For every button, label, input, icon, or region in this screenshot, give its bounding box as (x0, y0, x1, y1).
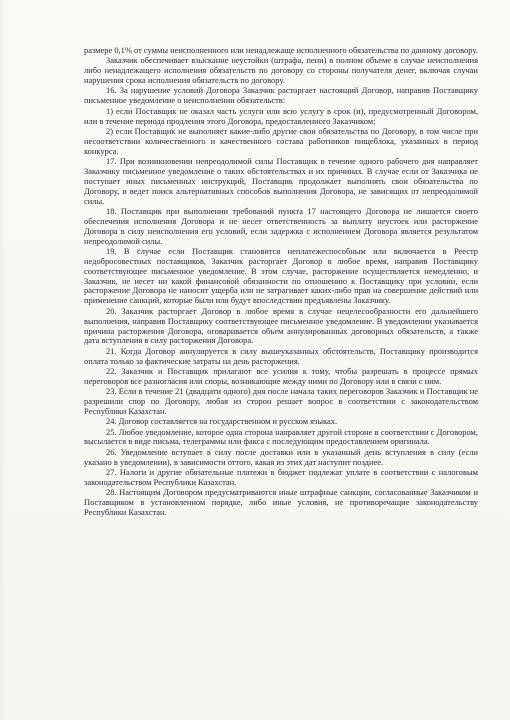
contract-paragraph-continuation: размере 0,1% от суммы неисполненного или ненадлежаще исполненного обязательства по данному договору. (84, 45, 478, 55)
contract-clause-28: 28. Настоящим Договором предусматриваются иные штрафные санкции, согласованные Заказчиком и Поставщиком в установленном порядке, либо иные условия, не противоречащие законодательству Республики Казахстан. (84, 487, 478, 517)
contract-clause-19: 19. В случае если Поставщик становится неплатежеспособным или включается в Реестр недобросовестных поставщиков, Заказчик расторгает Договор в любое время, направив Поставщику соответствующее письменное уведомление. В этом случае, расторжение осуществляется немедленно, и Заказчик, не несет ни какой финансовой обязанности по отношению к Поставщику при условии, если расторжение Договора не наносит ущерба или не затрагивает каких-либо прав на совершение действий или применение санкций, которые были или будут впоследствии предъявлены Заказчику. (84, 245, 478, 306)
contract-clause-16-item-1: 1) если Поставщик не оказал часть услуги или всю услугу в срок (и), предусмотренный Договором, или в течение периода продления этого Договора, предоставленного Заказчиком; (84, 105, 478, 126)
contract-clause-22: 22. Заказчик и Поставщик прилагают все усилия к тому, чтобы разрешать в процессе прямых переговоров все разногласия или споры, возникающие между ними по Договору или в связи с ним. (84, 365, 478, 386)
contract-clause-17: 17. При возникновении непреодолимой силы Поставщик в течение одного рабочего дня направляет Заказчику письменное уведомление о таких обстоятельствах и их причинах. В случае если от Заказчика не поступает иных письменных инструкций, Поставщик продолжает выполнять свои обязательства по Договору, и ведет поиск альтернативных способов выполнения Договора, не зависящих от непреодолимой силы. (84, 155, 478, 206)
contract-clause-23: 23. Если в течение 21 (двадцати одного) дня после начала таких переговоров Заказчик и Поставщик не разрешили спор по Договору, любая из сторон решает вопрос в соответствии с законодательством Республики Казахстан. (84, 386, 478, 416)
contract-paragraph-penalty-collection: Заказчик обеспечивает взыскание неустойки (штрафа, пени) в полном объеме в случае неисполнения либо ненадлежащего исполнения обязательств по договору со стороны получателя денег, включая случаи нарушения срока исполнения обязательств по договору. (84, 55, 478, 86)
contract-clause-27: 27. Налоги и другие обязательные платежи в бюджет подлежат уплате в соответствии с налоговым законодательством Республики Казахстан. (84, 466, 478, 487)
contract-clause-16: 16. За нарушение условий Договора Заказчик расторгает настоящий Договор, направив Поставщику письменное уведомление о неисполнении обязательств: (84, 85, 478, 106)
contract-clause-21: 21. Когда Договор аннулируется в силу вышеуказанных обстоятельств, Поставщику производится оплата только за фактические затраты на день расторжения. (84, 345, 478, 366)
contract-clause-20: 20. Заказчик расторгает Договор в любое время в случае нецелесообразности его дальнейшего выполнения, направив Поставщику соответствующее письменное уведомление. В уведомлении указывается причина расторжения Договора, оговаривается объем аннулированных договорных обязательств, а также дата вступления в силу расторжения Договора. (84, 305, 478, 346)
contract-clause-25: 25. Любое уведомление, которое одна сторона направляет другой стороне в соответствии с Договором, высылается в виде письма, телеграммы или факса с последующим предоставлением оригинала. (84, 426, 478, 447)
contract-clause-16-item-2: 2) если Поставщик не выполняет какие-либо другие свои обязательства по Договору, в том числе при несоответствии количественного и качественного состава работников пищеблока, указанных в период конкурса. (84, 125, 478, 156)
contract-clause-18: 18. Поставщик при выполнении требований пункта 17 настоящего Договора не лишается своего обеспечения исполнения Договора и не несет ответственность за выплату неустоек или расторжение Договора в силу неисполнения его условий, если задержка с исполнением Договора является результатом непреодолимой силы. (84, 205, 478, 246)
contract-clause-24: 24. Договор составляется на государственном и русском языках. (106, 416, 338, 427)
contract-clause-26: 26. Уведомление вступает в силу после доставки или в указанный день вступления в силу (если указано в уведомлении), в зависимости оттого, какая из этих дат наступит позднее. (84, 446, 478, 467)
